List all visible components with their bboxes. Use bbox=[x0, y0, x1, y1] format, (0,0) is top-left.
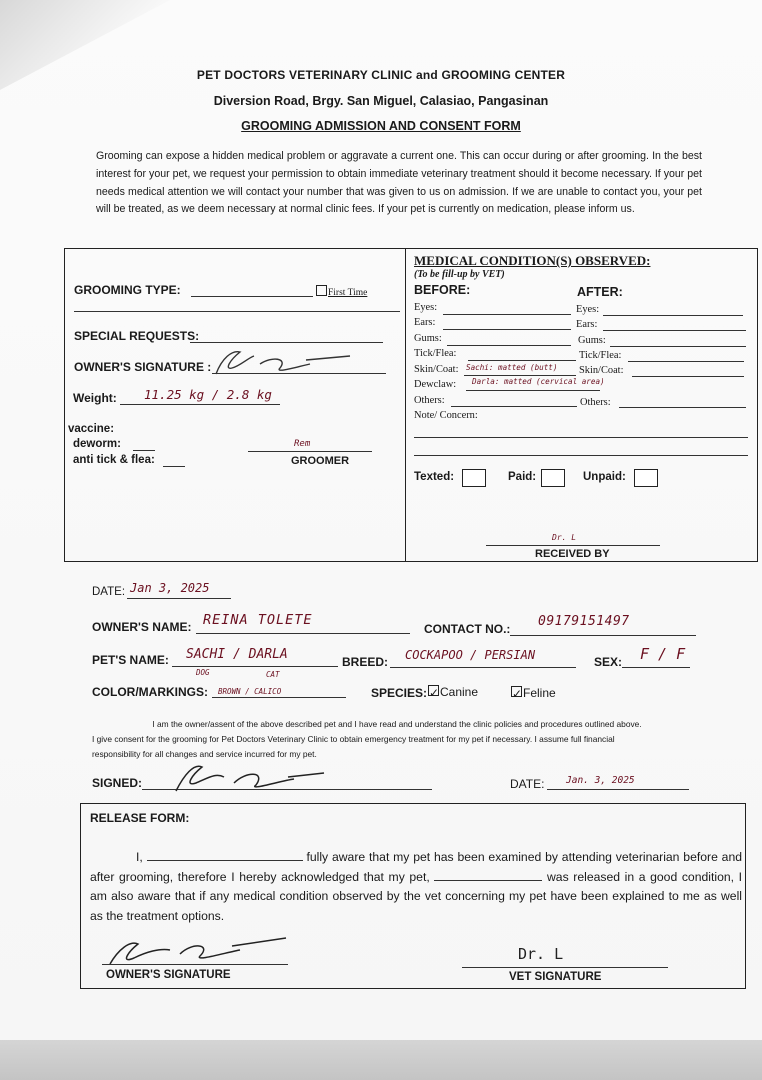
deworm-label: deworm: bbox=[73, 438, 121, 450]
signed-label: SIGNED: bbox=[92, 776, 143, 790]
after-skin-coat-label: Skin/Coat: bbox=[579, 365, 624, 376]
pet-name-dog-note: DOG bbox=[196, 668, 210, 677]
release-owner-signature-field[interactable] bbox=[102, 964, 288, 965]
consent-date-field[interactable] bbox=[547, 789, 689, 790]
before-tick-flea-label: Tick/Flea: bbox=[414, 348, 457, 359]
feline-label: Feline bbox=[523, 686, 556, 700]
clinic-name: PET DOCTORS VETERINARY CLINIC and GROOMING CENTER bbox=[196, 68, 566, 82]
canine-label: Canine bbox=[440, 685, 479, 699]
form-title: GROOMING ADMISSION AND CONSENT FORM bbox=[241, 119, 521, 133]
before-ears-field[interactable] bbox=[443, 329, 571, 330]
release-vet-signature-label: VET SIGNATURE bbox=[509, 971, 602, 983]
grooming-type-extra-line[interactable] bbox=[74, 311, 400, 312]
consent-line-1: I am the owner/assent of the above described pet and I have read and understand the clinic policies and procedures outlined above. bbox=[152, 719, 642, 729]
release-paragraph bbox=[90, 848, 742, 926]
consent-date-label: DATE: bbox=[510, 777, 545, 791]
intro-paragraph: Grooming can expose a hidden medical problem or aggravate a current one. This can occur during or after grooming. In the best interest for your pet, we request your permission to obtain immediate veterinary treatment should it become necessary. If your pet needs medical attention we will contact your number that was given to us on admission. If we are unable to contact you, your pet will be treated, as we deem necessary at normal clinic fees. If your pet is currently on medication, please inform us. bbox=[96, 150, 702, 216]
clinic-address: Diversion Road, Brgy. San Miguel, Calasiao, Pangasinan bbox=[213, 94, 549, 108]
date-label: DATE: bbox=[92, 586, 126, 598]
owner-name-label: OWNER'S NAME: bbox=[92, 620, 192, 634]
unpaid-label: Unpaid: bbox=[583, 471, 626, 483]
sex-field[interactable] bbox=[622, 667, 690, 668]
before-gums-field[interactable] bbox=[447, 345, 571, 346]
unpaid-checkbox[interactable] bbox=[634, 469, 658, 487]
before-label: BEFORE: bbox=[414, 283, 471, 297]
date-field[interactable] bbox=[127, 598, 231, 599]
before-tick-flea-field[interactable] bbox=[468, 360, 576, 361]
pet-name-field[interactable] bbox=[172, 666, 338, 667]
consent-line-2: I give consent for the grooming for Pet Doctors Veterinary Clinic to obtain emergency treatment for my pet if necessary. I assume full financial bbox=[92, 734, 615, 744]
weight-field[interactable] bbox=[120, 404, 280, 405]
date-value: Jan 3, 2025 bbox=[130, 581, 210, 595]
anti-tick-label: anti tick & flea: bbox=[73, 454, 155, 466]
received-by-signature: Dr. L bbox=[552, 533, 577, 542]
first-time-option[interactable] bbox=[316, 285, 367, 298]
texted-label: Texted: bbox=[414, 471, 455, 483]
release-vet-signature-field[interactable] bbox=[462, 967, 668, 968]
grooming-type-label: GROOMING TYPE: bbox=[74, 283, 181, 297]
after-gums-field[interactable] bbox=[610, 346, 746, 347]
first-time-label: First Time bbox=[328, 288, 368, 298]
sex-label: SEX: bbox=[594, 655, 623, 669]
before-dewclaw-field[interactable] bbox=[466, 390, 600, 391]
after-tick-flea-field[interactable] bbox=[628, 361, 744, 362]
after-others-label: Others: bbox=[580, 397, 611, 408]
after-others-field[interactable] bbox=[619, 407, 746, 408]
species-label: SPECIES: bbox=[371, 686, 428, 700]
after-gums-label: Gums: bbox=[578, 335, 606, 346]
before-skin-coat-field[interactable] bbox=[464, 375, 576, 376]
breed-field[interactable] bbox=[390, 667, 576, 668]
before-ears-label: Ears: bbox=[414, 317, 436, 328]
contact-value: 09179151497 bbox=[538, 614, 630, 629]
breed-value: COCKAPOO / PERSIAN bbox=[405, 648, 536, 662]
after-eyes-label: Eyes: bbox=[576, 304, 600, 315]
received-by-field[interactable] bbox=[486, 545, 660, 546]
pet-name-cat-note: CAT bbox=[266, 670, 280, 679]
release-vet-signature: Dr. L bbox=[518, 945, 564, 963]
note-line-2[interactable] bbox=[414, 455, 748, 456]
vaccine-label: vaccine: bbox=[68, 423, 115, 435]
release-text-1: I, bbox=[136, 850, 143, 864]
feline-option[interactable] bbox=[511, 686, 556, 700]
canine-checkbox[interactable]: ✓ bbox=[429, 686, 440, 700]
owner-name-value: REINA TOLETE bbox=[203, 612, 313, 628]
groomer-field[interactable] bbox=[248, 451, 372, 452]
weight-label: Weight: bbox=[73, 391, 117, 405]
received-by-label: RECEIVED BY bbox=[535, 548, 610, 560]
after-ears-label: Ears: bbox=[576, 319, 598, 330]
before-dewclaw-label: Dewclaw: bbox=[414, 379, 457, 390]
pet-name-label: PET'S NAME: bbox=[92, 653, 169, 667]
before-eyes-label: Eyes: bbox=[414, 302, 438, 313]
release-title: RELEASE FORM: bbox=[90, 811, 190, 825]
before-eyes-field[interactable] bbox=[443, 314, 571, 315]
note-line-1[interactable] bbox=[414, 437, 748, 438]
special-requests-field[interactable] bbox=[190, 342, 383, 343]
medical-subtitle: (To be fill-up by VET) bbox=[414, 269, 505, 280]
skin-coat-value: Sachi: matted (butt) bbox=[466, 363, 558, 372]
groomer-signature: Rem bbox=[294, 439, 311, 449]
canine-option[interactable] bbox=[428, 685, 478, 699]
texted-checkbox[interactable] bbox=[462, 469, 486, 487]
scan-edge bbox=[0, 1040, 762, 1080]
weight-value: 11.25 kg / 2.8 kg bbox=[144, 387, 272, 402]
contact-label: CONTACT NO.: bbox=[424, 622, 511, 636]
note-concern-label: Note/ Concern: bbox=[414, 410, 478, 421]
breed-label: BREED: bbox=[342, 655, 389, 669]
after-tick-flea-label: Tick/Flea: bbox=[579, 350, 622, 361]
before-others-label: Others: bbox=[414, 395, 445, 406]
owner-signature-scribble-2 bbox=[170, 757, 330, 797]
owner-signature-scribble bbox=[210, 344, 360, 380]
anti-tick-field[interactable] bbox=[163, 466, 185, 467]
color-markings-value: BROWN / CALICO bbox=[218, 687, 282, 696]
paid-label: Paid: bbox=[508, 471, 537, 483]
dewclaw-value: Darla: matted (cervical area) bbox=[472, 377, 605, 386]
special-requests-label: SPECIAL REQUESTS: bbox=[74, 329, 200, 343]
box-divider bbox=[405, 249, 406, 561]
medical-title: MEDICAL CONDITION(S) OBSERVED: bbox=[414, 253, 651, 268]
paid-checkbox[interactable] bbox=[541, 469, 565, 487]
before-others-field[interactable] bbox=[451, 406, 577, 407]
grooming-type-field[interactable] bbox=[191, 296, 313, 297]
color-markings-field[interactable] bbox=[212, 697, 346, 698]
after-ears-field[interactable] bbox=[603, 330, 746, 331]
contact-field[interactable] bbox=[510, 635, 696, 636]
owner-signature-label: OWNER'S SIGNATURE : bbox=[74, 360, 212, 374]
sex-value: F / F bbox=[640, 645, 686, 663]
after-skin-coat-field[interactable] bbox=[632, 376, 744, 377]
deworm-field[interactable] bbox=[133, 450, 155, 451]
release-text-3: was released in a good condition, I am also aware that if any medical condition observed by the vet concerning my pet have been explained to me as well as the treatment options. bbox=[90, 869, 743, 923]
owner-name-field[interactable] bbox=[196, 633, 410, 634]
release-name-blank[interactable] bbox=[147, 849, 303, 861]
before-gums-label: Gums: bbox=[414, 333, 442, 344]
consent-text bbox=[92, 717, 702, 762]
release-text-2: fully aware that my pet has been examined by attending veterinarian before and after grooming, therefore I hereby acknowledged that my pet, bbox=[90, 850, 743, 884]
first-time-checkbox[interactable] bbox=[316, 285, 327, 296]
release-pet-blank[interactable] bbox=[434, 869, 542, 881]
release-owner-signature-label: OWNER'S SIGNATURE bbox=[106, 969, 231, 981]
consent-date-value: Jan. 3, 2025 bbox=[566, 775, 635, 786]
feline-checkbox[interactable]: ✓ bbox=[512, 687, 523, 701]
after-eyes-field[interactable] bbox=[603, 315, 743, 316]
pet-name-value: SACHI / DARLA bbox=[186, 647, 288, 662]
groomer-label: GROOMER bbox=[291, 455, 350, 467]
consent-line-3: responsibility for all changes and service incurred for my pet. bbox=[92, 749, 317, 759]
after-label: AFTER: bbox=[577, 285, 623, 299]
color-markings-label: COLOR/MARKINGS: bbox=[92, 685, 208, 699]
before-skin-coat-label: Skin/Coat: bbox=[414, 364, 459, 375]
